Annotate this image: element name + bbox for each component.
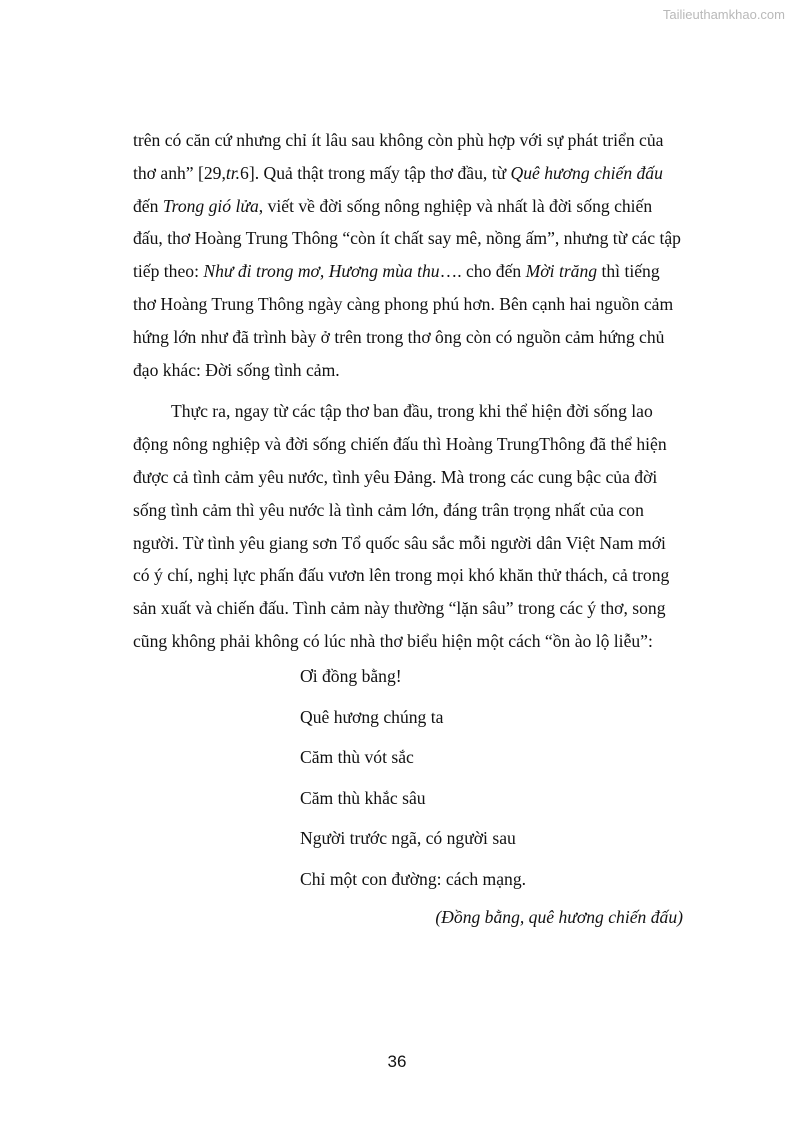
text-run: , viết về đời sống nông nghiệp và nhất là đời sống chiến xyxy=(258,195,653,216)
text-line: thơ Hoàng Trung Thông ngày càng phong phú hơn. Bên cạnh hai nguồn cảm xyxy=(133,293,674,314)
poem-line: Ơi đồng bằng! xyxy=(300,666,402,686)
poem-line: Người trước ngã, có người sau xyxy=(300,828,516,848)
italic-run: Trong gió lửa xyxy=(162,195,259,216)
text-line xyxy=(133,190,718,223)
text-run: thơ anh” [29, xyxy=(133,162,226,183)
paragraph-1 xyxy=(133,124,718,386)
italic-run: tr. xyxy=(225,162,241,183)
poem-excerpt xyxy=(300,656,526,899)
text-run: tiếp theo: xyxy=(133,261,204,282)
page-number: 36 xyxy=(387,1052,407,1071)
text-line: đạo khác: Đời sống tình cảm. xyxy=(133,359,340,380)
page-body xyxy=(133,124,718,658)
text-line: hứng lớn như đã trình bày ở trên trong thơ ông còn có nguồn cảm hứng chủ xyxy=(133,326,665,347)
text-line: sản xuất và chiến đấu. Tình cảm này thường “lặn sâu” trong các ý thơ, song xyxy=(133,598,666,619)
italic-run: Mời trăng xyxy=(525,261,598,282)
text-line xyxy=(133,157,718,190)
text-line: Thực ra, ngay từ các tập thơ ban đầu, trong khi thể hiện đời sống lao xyxy=(171,401,653,422)
poem-line: Căm thù vót sắc xyxy=(300,747,414,767)
text-line: người. Từ tình yêu giang sơn Tổ quốc sâu sắc mỗi người dân Việt Nam mới xyxy=(133,532,666,553)
text-run: thì tiếng xyxy=(597,261,660,282)
poem-line: Căm thù khắc sâu xyxy=(300,787,426,808)
text-line xyxy=(133,255,718,288)
text-line: được cả tình cảm yêu nước, tình yêu Đảng. Mà trong các cung bậc của đời xyxy=(133,466,658,487)
text-line: động nông nghiệp và đời sống chiến đấu thì Hoàng TrungThông đã thể hiện xyxy=(133,434,667,455)
paragraph-2 xyxy=(133,395,718,657)
italic-run: Như đi trong mơ, Hương mùa thu xyxy=(203,261,440,282)
poem-source: (Đồng bằng, quê hương chiến đấu) xyxy=(435,907,683,927)
text-run: đến xyxy=(133,195,163,216)
text-line: cũng không phải không có lúc nhà thơ biểu hiện một cách “ồn ào lộ liễu”: xyxy=(133,630,653,651)
text-line: có ý chí, nghị lực phấn đấu vươn lên trong mọi khó khăn thử thách, cả trong xyxy=(133,565,670,586)
text-line: trên có căn cứ nhưng chỉ ít lâu sau không còn phù hợp với sự phát triển của xyxy=(133,130,664,150)
text-run: 6]. Quả thật trong mấy tập thơ đầu, từ xyxy=(240,162,511,183)
poem-line: Chỉ một con đường: cách mạng. xyxy=(300,868,527,889)
italic-run: Quê hương chiến đấu xyxy=(510,162,663,183)
poem-line: Quê hương chúng ta xyxy=(300,706,444,727)
text-run: …. cho đến xyxy=(439,261,526,282)
text-line: đấu, thơ Hoàng Trung Thông “còn ít chất say mê, nồng ấm”, nhưng từ các tập xyxy=(133,228,681,249)
text-line: sống tình cảm thì yêu nước là tình cảm lớn, đáng trân trọng nhất của con xyxy=(133,499,644,520)
watermark-text: Tailieuthamkhao.com xyxy=(662,7,785,22)
